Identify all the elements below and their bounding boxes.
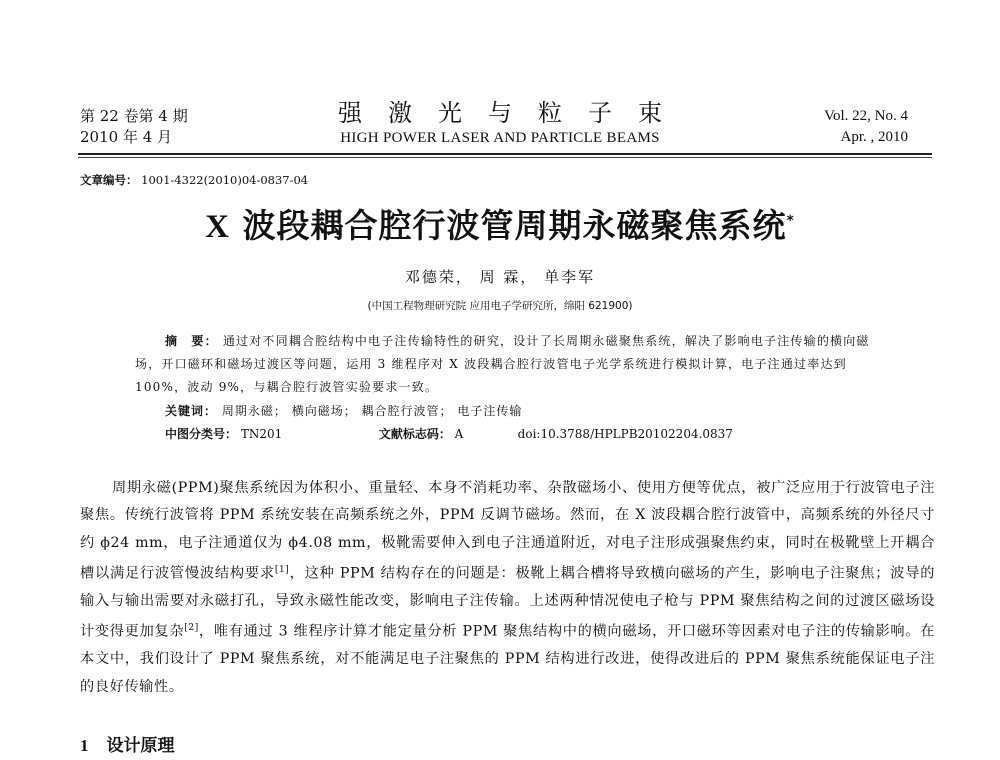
citation-2[interactable]: [2] (184, 623, 199, 634)
body-text-part: ，这种 PPM 结构存在的问题是：极靴上耦合槽将导致横向磁场的产生，影响电子注聚焦；波导的输入与输出需要对永磁打孔，导致永磁性能改变，影响电子注传输。上述两种情况使电子枪与 PPM 聚焦结构之间的过渡区磁场设计变得更加复杂 (80, 565, 935, 640)
article-number (80, 172, 308, 188)
section-number: 1 (80, 736, 89, 755)
clc-code (165, 423, 375, 446)
abstract-label: 摘 要： (165, 334, 218, 348)
article-number-value: 1001-4322(2010)04-0837-04 (141, 173, 309, 187)
section-heading (80, 731, 175, 756)
keyword-item: 横向磁场； (291, 404, 357, 418)
doi[interactable]: doi:10.3788/HPLPB20102204.0837 (517, 427, 733, 441)
journal-issue-cn (80, 106, 188, 148)
document-code-value: A (454, 427, 464, 441)
journal-name (250, 98, 750, 148)
header-rule-thick (78, 153, 932, 155)
body-text-part: 周期永磁(PPM)聚焦系统因为体积小、重量轻、本身不消耗功率、杂散磁场小、使用方便等优点，被广泛应用于行波管电子注聚焦。传统行波管将 PPM 系统安装在高频系统之外，PPM 反调节磁场。然而，在 X 波段耦合腔行波管中，高频系统的外径尺寸约 ϕ24 mm，电子注通道仅为 ϕ4.08 mm，极靴需要伸入到电子注通道附近，对电子注形成强聚焦约束，同时在极靴壁上开耦合槽以满足行波管慢波结构要求 (80, 480, 935, 582)
abstract-text: 通过对不同耦合腔结构中电子注传输特性的研究，设计了长周期永磁聚焦系统，解决了影响电子注传输的横向磁场，开口磁环和磁场过渡区等问题，运用 3 维程序对 X 波段耦合腔行波管电子光学系统进行模拟计算，电子注通过率达到 100%，波动 9%，与耦合腔行波管实验要求一致。 (135, 334, 870, 394)
journal-name-cn: 强激光与粒子束 (338, 99, 688, 127)
article-number-label: 文章编号： (80, 173, 138, 187)
document-code (379, 423, 514, 446)
keyword-item: 耦合腔行波管； (361, 404, 453, 418)
document-code-label: 文献标志码： (378, 427, 451, 441)
paper-title (0, 200, 1000, 247)
keywords-label: 关键词： (165, 404, 218, 418)
section-title: 设计原理 (106, 736, 175, 756)
date-cn: 2010 年 4 月 (80, 128, 173, 146)
keyword-item: 电子注传输 (457, 404, 523, 418)
affiliation: (中国工程物理研究院 应用电子学研究所，绵阳 621900) (367, 300, 633, 312)
title-text: 波段耦合腔行波管周期永磁聚焦系统 (230, 206, 787, 245)
clc-value: TN201 (240, 427, 283, 441)
keyword-item: 周期永磁； (221, 404, 287, 418)
title-footnote-mark: * (786, 213, 795, 229)
authors: 邓德荣， 周 霖， 单李军 (404, 268, 596, 286)
journal-issue-en (824, 106, 908, 148)
body-paragraph (80, 475, 935, 701)
title-prefix: X (205, 209, 230, 245)
volume-issue-en: Vol. 22, No. 4 (824, 108, 908, 124)
body-text-part: ，唯有通过 3 维程序计算才能定量分析 PPM 聚焦结构中的横向磁场，开口磁环等因素对电子注的传输影响。在本文中，我们设计了 PPM 聚焦系统，对不能满足电子注聚焦的 PPM 结构进行改进，使得改进后的 PPM 聚焦系统能保证电子注的良好传输性。 (80, 623, 935, 695)
header-rule-thin (78, 157, 932, 158)
keywords (165, 400, 522, 423)
classification (165, 423, 733, 446)
journal-name-en: HIGH POWER LASER AND PARTICLE BEAMS (340, 130, 660, 146)
abstract (135, 330, 875, 399)
clc-label: 中图分类号： (165, 427, 238, 441)
citation-1[interactable]: [1] (274, 564, 290, 575)
volume-issue-cn: 第 22 卷第 4 期 (80, 107, 188, 125)
date-en: Apr. , 2010 (840, 129, 908, 145)
